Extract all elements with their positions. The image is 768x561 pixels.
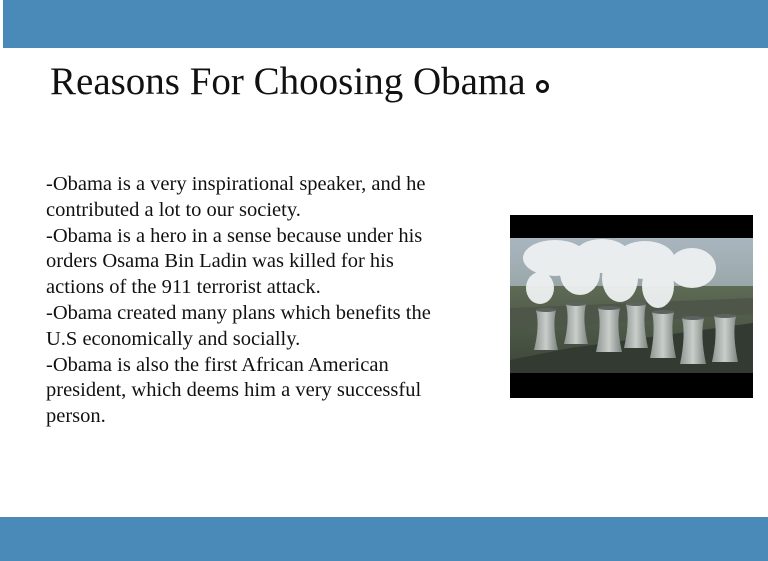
body-line: U.S economically and socially. <box>46 327 301 350</box>
title-row <box>50 62 549 101</box>
body-line: person. <box>46 405 106 428</box>
body-line: -Obama is a very inspirational speaker, and he <box>46 173 426 195</box>
slide-title: Reasons For Choosing Obama <box>50 60 526 103</box>
power-plant-photo <box>510 215 753 398</box>
body-line: actions of the 911 terrorist attack. <box>46 276 321 299</box>
body-line: president, which deems him a very successful <box>46 379 422 402</box>
body-line: -Obama is a hero in a sense because under his <box>46 224 423 247</box>
bottom-accent-bar <box>0 517 768 561</box>
cooling-towers-image <box>510 238 753 373</box>
top-accent-bar <box>3 0 768 48</box>
body-line: -Obama created many plans which benefits the <box>46 301 431 324</box>
body-text <box>46 172 486 430</box>
body-line: orders Osama Bin Ladin was killed for his <box>46 250 394 273</box>
circle-bullet-icon <box>536 80 549 93</box>
body-line: contributed a lot to our society. <box>46 198 301 221</box>
body-line: -Obama is also the first African American <box>46 353 389 376</box>
